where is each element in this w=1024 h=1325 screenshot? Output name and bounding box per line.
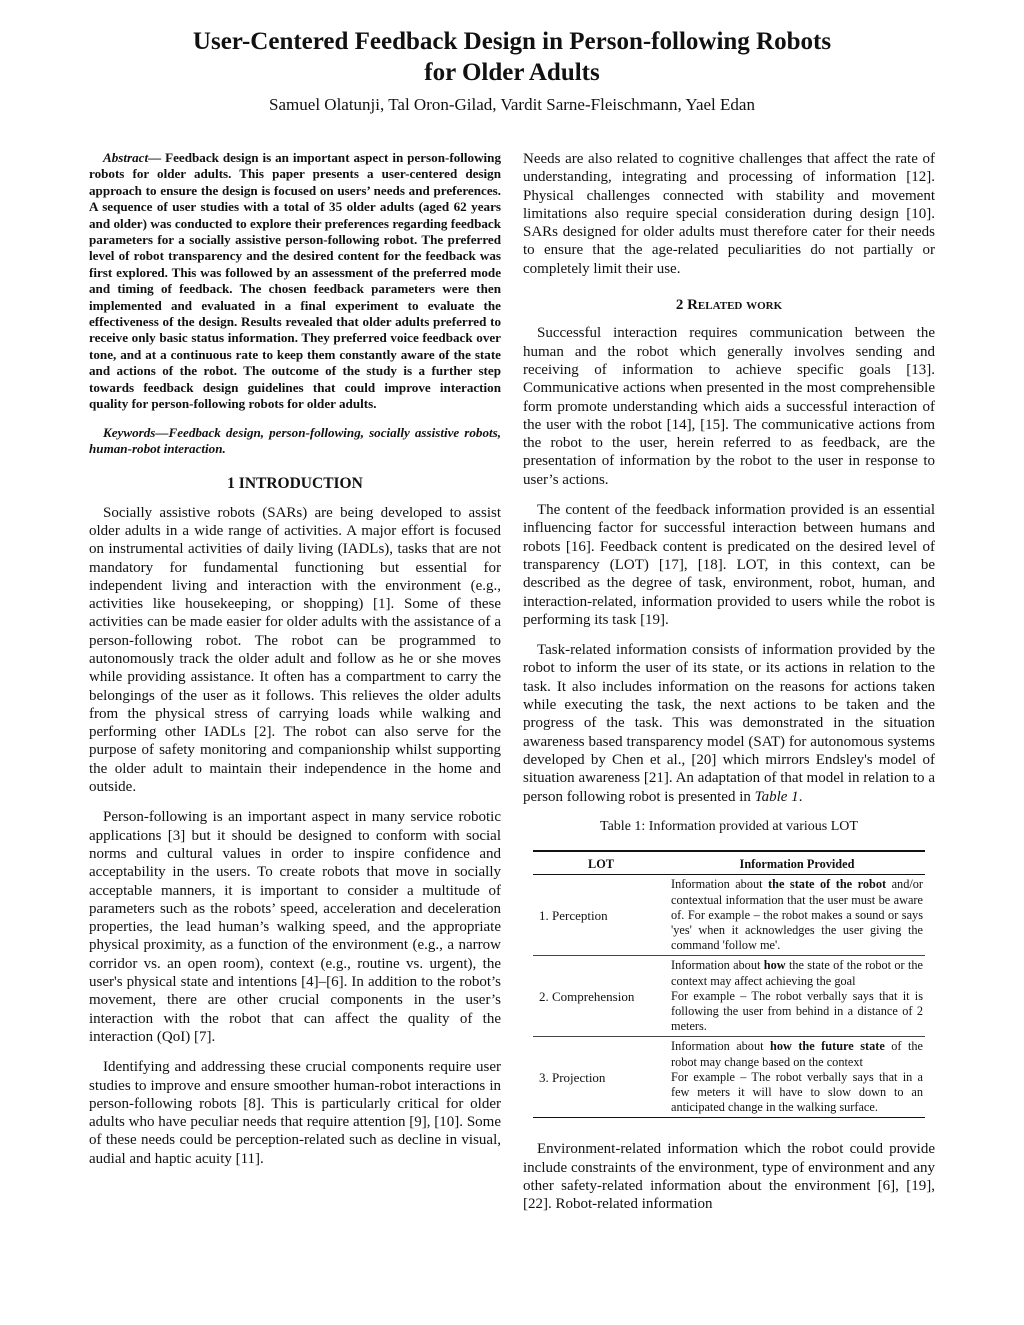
info-emphasis: how: [763, 958, 786, 973]
table-caption: Table 1: Information provided at various LOT: [600, 818, 858, 834]
abstract-lead: Abstract—: [103, 150, 162, 165]
table-row: [533, 875, 925, 956]
info-text: Information about: [671, 958, 764, 973]
info-text: Information about: [671, 877, 769, 892]
table-reference: Table 1: [754, 788, 799, 805]
table-row: [533, 956, 925, 1037]
table-header-lot: LOT: [533, 851, 669, 875]
lot-table: [533, 850, 925, 1118]
info-example: For example – The robot verbally says that in a few meters it will have to slow down to an anticipated change in the walking surface.: [671, 1069, 923, 1115]
table-cell-info: [669, 956, 925, 1037]
paper-title: [60, 26, 964, 88]
section-heading-introduction: 1 INTRODUCTION: [227, 475, 363, 493]
keywords: Keywords—Feedback design, person-following, socially assistive robots, human-robot interaction.: [89, 424, 501, 456]
related-paragraph-1: Successful interaction requires communication between the human and the robot which generally involves sending and receiving of information to achieve specific goals [13]. Communicative actions when presented in the most comprehensible form promote understanding which aids a successful interaction of the user with the robot [14], [15]. The communicative actions from the robot to the user, herein referred to as feedback, are the presentation of information by the robot to the user in response to user’s actions.: [523, 325, 935, 488]
info-text: Information about: [671, 1039, 770, 1054]
info-emphasis: how the future state: [769, 1039, 885, 1054]
related-paragraph-3: [523, 641, 935, 806]
info-text: the state of the robot or the context may affect achieving the goal: [671, 958, 923, 988]
related-paragraph-3-text: Task-related information consists of information provided by the robot to inform the user of its state, or its actions in relation to the task. It also includes information on the reasons for actions taken while executing the task, the next actions to be taken and the progress of the task. This was demonstrated in the situation awareness based transparency model (SAT) for autonomous systems developed by Chen et al., [20] which mirrors Endsley's model of situation awareness [21]. An adaptation of that model in relation to a person following robot is presented in: [523, 642, 935, 805]
table-cell-lot: 1. Perception: [533, 875, 669, 956]
section-heading-related-work: 2 Related work: [675, 297, 783, 314]
info-emphasis: the state of the robot: [768, 877, 887, 892]
right-column: [523, 150, 935, 1226]
related-paragraph-2: The content of the feedback information provided is an essential influencing factor for successful interaction between humans and robots [16]. Feedback content is predicated on the desired level of transparency (LOT) [17], [18]. LOT, in this context, can be described as the degree of task, environment, robot, human, and interaction-related, information provided to users while the robot is performing its task [19].: [523, 502, 935, 628]
intro-paragraph-1: Socially assistive robots (SARs) are being developed to assist older adults in a wide range of activities. A major effort is focused on instrumental activities of daily living (IADLs), tasks that are not mandatory for fundamental functioning but essential for independent living and interaction with the environment (e.g., activities like housekeeping, or shopping) [1]. Some of these activities can be made easier for older adults with the assistance of a person-following robot. The robot can be programmed to autonomously track the older adult and follow as he or she moves while providing assistance. It often has a compartment to carry the belongings of the user as it follows. This relieves the older adults from the physical stress of carrying loads while walking and performing other IADLs [2]. The robot can also serve for the purpose of safety monitoring and companionship whilst supporting the older adult to maintain their independence in the home and outside.: [89, 504, 501, 796]
table-cell-lot: 2. Comprehension: [533, 956, 669, 1037]
table-cell-info: [669, 875, 925, 956]
table-cell-info: [669, 1037, 925, 1118]
related-paragraph-4: Environment-related information which the robot could provide include constraints of the environment, type of environment and any other safety-related information about the environment [6], [19], [22]. Robot-related information: [523, 1141, 935, 1213]
title-line-2: for Older Adults: [424, 59, 600, 86]
title-line-1: User-Centered Feedback Design in Person-following Robots: [192, 28, 832, 55]
info-example: For example – The robot verbally says that it is following the user from behind in a distance of 2 meters.: [671, 988, 923, 1034]
table-spacer: [523, 1118, 935, 1140]
info-text: of the robot may change based on the context: [671, 1039, 923, 1069]
abstract-text: Feedback design is an important aspect in person-following robots for older adults. This paper presents a user-centered design approach to ensure the design is focused on users’ needs and preferences. A sequence of user studies with a total of 35 older adults (aged 62 years and older) was conducted to explore their preferences regarding feedback parameters for a socially assistive person-following robot. The preferred level of robot transparency and the desired content for the feedback was first explored. This was followed by an assessment of the preferred mode and timing of feedback. The chosen feedback parameters were then implemented and evaluated in a final experiment to evaluate the effectiveness of the design. Results revealed that older adults preferred to receive only basic status information. They preferred voice feedback over tone, and at a continuous rate to keep them constantly aware of the state and actions of the robot. The outcome of the study is a further step towards feedback design guidelines that could improve interaction quality for person-following robots for older adults.: [89, 150, 501, 412]
table-cell-lot: 3. Projection: [533, 1037, 669, 1118]
intro-paragraph-3: Identifying and addressing these crucial components require user studies to improve and ensure smoother human-robot interactions in person-following robots [8]. This is particularly critical for older adults who have peculiar needs that require attention [9], [10]. Some of these needs could be perception-related such as decline in visual, audial and haptic acuity [11].: [89, 1059, 501, 1167]
intro-paragraph-2: Person-following is an important aspect in many service robotic applications [3] but it should be designed to conform with social norms and cultural values in order to inspire confidence and acceptability in the users. To create robots that move in socially acceptable manners, it is important to consider a multitude of parameters such as the robots’ speed, acceleration and deceleration properties, the lead human’s walking speed, and the appropriate physical proximity, as a function of the environment (e.g., a narrow corridor vs. an open room), context (e.g., routine vs. urgent), the user's physical state and intentions [4]–[6]. In addition to the robot’s movement, there are other crucial components in the user’s interaction with the robot that can affect the quality of the interaction (QoI) [7].: [89, 809, 501, 1045]
left-column: [89, 150, 501, 1180]
table-row: [533, 1037, 925, 1118]
intro-paragraph-4: Needs are also related to cognitive challenges that affect the rate of understanding, integrating and processing of information [12]. Physical challenges connected with stability and movement limitations also require special consideration during design [10]. SARs designed for older adults must therefore cater for their needs to ensure that the age-related peculiarities do not partially or completely limit their use.: [523, 151, 935, 277]
author-list: Samuel Olatunji, Tal Oron-Gilad, Vardit Sarne-Fleischmann, Yael Edan: [269, 95, 755, 114]
related-paragraph-3-end: .: [798, 788, 803, 805]
table-header-info: Information Provided: [669, 851, 925, 875]
abstract: [89, 150, 501, 413]
info-text: and/or contextual information that the user must be aware of. For example – the robot makes a sound or says 'yes' when it acknowledges the user giving the command 'follow me'.: [671, 877, 924, 953]
